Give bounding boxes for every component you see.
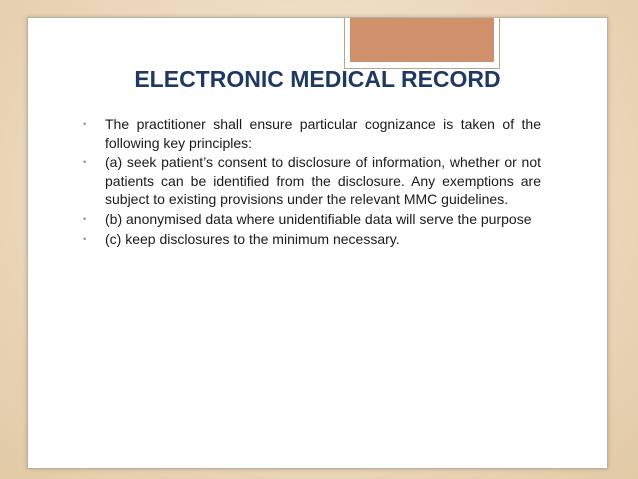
bullet-text: (b) anonymised data where unidentifiable data will serve the purpose (105, 210, 532, 227)
bullet-item-principles (83, 115, 541, 152)
bullet-icon: • (83, 213, 87, 224)
bullet-icon: • (83, 233, 87, 244)
bullet-text: (c) keep disclosures to the minimum necessary. (105, 230, 400, 247)
accent-tab-fill (350, 18, 494, 62)
accent-tab (344, 18, 500, 69)
bullet-item-minimum (83, 230, 541, 249)
bullet-text: (a) seek patient’s consent to disclosure of information, whether or not patients can be identified from the disclosure. Any exemptions are subject to existing provisions under the relevant MMC guidelines. (105, 154, 541, 208)
bullet-icon: • (83, 119, 87, 129)
bullet-text: The practitioner shall ensure particular cognizance is taken of the following key principles: (105, 116, 541, 151)
bullet-item-consent (83, 153, 541, 209)
bullet-icon: • (83, 157, 87, 168)
slide-title: ELECTRONIC MEDICAL RECORD (134, 66, 501, 92)
bullet-item-anonymised (83, 210, 541, 229)
bullet-list (83, 115, 541, 249)
